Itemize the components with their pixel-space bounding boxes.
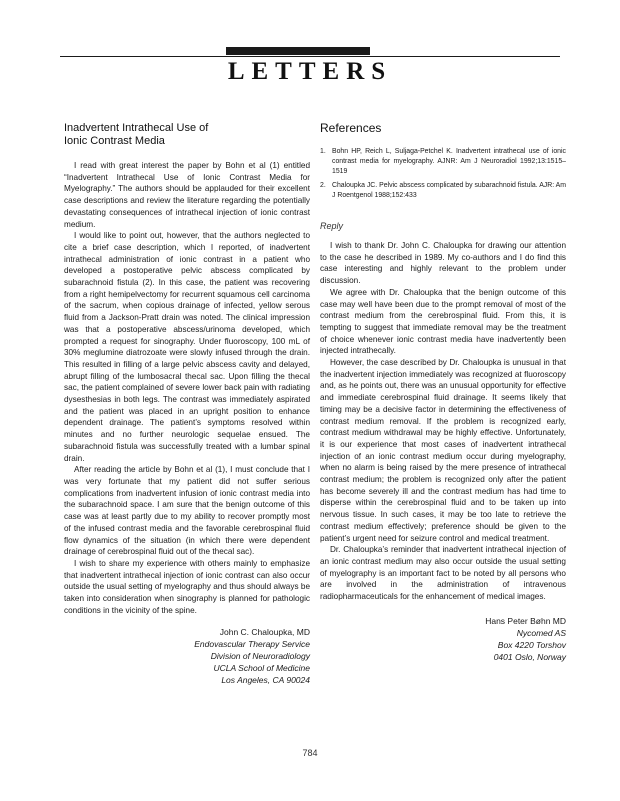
author-affiliation-line: Division of Neuroradiology [210, 651, 310, 662]
letter-column [64, 122, 310, 686]
reply-author-name: Hans Peter Bøhn MD [485, 615, 566, 626]
author-name: John C. Chaloupka, MD [219, 627, 310, 638]
reply-affiliation-line: Nycomed AS [516, 627, 566, 638]
reply-affiliation-line: 0401 Oslo, Norway [493, 651, 566, 662]
author-affiliation-line: UCLA School of Medicine [213, 663, 310, 674]
author-affiliation-line: Endovascular Therapy Service [194, 639, 310, 650]
reply-column [320, 122, 566, 663]
reference-item [320, 147, 566, 177]
section-title: LETTERS [227, 58, 393, 85]
reply-paragraph: We agree with Dr. Chaloupka that the benign outcome of this case may well have been due to the prompt removal of most of the contrast medium from the cerebrospinal fluid. From this, it is tempting to suggest that immediate removal may be the treatment of choice whenever ionic contrast media have inadvertently been injected intrathecally. [320, 287, 566, 356]
reply-paragraph: However, the case described by Dr. Chaloupka is unusual in that the inadvertent injection immediately was recognized at fluoroscopy and, as he points out, there was an unusual opportunity for effective and immediate cerebrospinal fluid drainage. It seems likely that timing may be a decisive factor in determining the effectiveness of contrast medium removal. If the problem is recognized early, contrast medium withdrawal may be highly effective. Unfortunately, it is our experience that most cases of inadvertent intrathecal injection of an ionic contrast medium occur during myelography, when no alarm is being raised by the mere presence of intrathecal contrast medium; the problem is recognized only after the patient has become severely ill and the contrast medium has had time to disperse within the cerebrospinal fluid and to be taken up into nervous tissue. In such cases, it may be too late to retrieve the contrast medium effectively; preference should be given to the patient’s urgent need for seizure control and medical treatment. [320, 358, 566, 543]
reference-text: Chaloupka JC. Pelvic abscess complicated by subarachnoid fistula. AJR: Am J Roentgenol 1988;152:433 [332, 182, 567, 199]
letter-paragraph: I would like to point out, however, that the authors neglected to cite a brief case description, which I reported, of inadvertent intrathecal administration of ionic contrast in a patient who developed a postoperative pelvic abscess complicated by subarachnoid fistula (2). In this case, the patient was recovering from a right hemipelvectomy for recurrent squamous cell carcinoma of the sacrum, when copious drainage of infected, yellow serous fluid from a Jackson-Pratt drain was noted. The clinical impression was that a postoperative abscess/urinoma developed, which prompted a request for sinography. Under fluoroscopy, 100 mL of 30% meglumine diatrozoate were slowly infused through the drain. This resulted in filling of a large pelvic abscess cavity and delayed, abrupt filling of the lumbosacral thecal sac. Upon filling the thecal sac, the patient complained of severe lower back pain with radiating dysesthesias in both legs. The contrast was immediately aspirated and the patient was placed in an upright position to enhance dependent drainage. The patient’s symptoms resolved within minutes and no further neurologic sequelae ensued. The subarachnoid fistula was successfully treated with a lumbar spinal drain. [64, 231, 310, 463]
letter-paragraph: I read with great interest the paper by Bohn et al (1) entitled “Inadvertent Intrathecal Use of Ionic Contrast Media for Myelography.” The authors should be applauded for their excellent case descriptions and review the literature regarding the potentially devastating consequences of intrathecal injection of ionic contrast medium. [64, 161, 310, 229]
header-bar [226, 47, 370, 55]
letter-paragraph: After reading the article by Bohn et al (1), I must conclude that I was very fortunate that my patient did not suffer serious complications from inadvertent infusion of ionic contrast media into the subarachnoid space. I am sure that the benign outcome of this case was at least partly due to my ability to recover promptly most of the infused contrast media and the favorable cerebrospinal fluid flow dynamics of the situation (in which there were dependent drainage of cerebrospinal fluid out of the thecal sac). [64, 465, 310, 557]
reference-text: Bohn HP, Reich L, Suljaga-Petchel K. Inadvertent intrathecal use of ionic contrast media for myelography. AJNR: Am J Neuroradiol 1992;13:1515–1519 [332, 148, 566, 175]
page-number: 784 [302, 748, 318, 758]
letter-title-line2: Ionic Contrast Media [64, 135, 165, 147]
references-heading: References [320, 121, 382, 135]
references-list [320, 147, 566, 201]
letter-title [64, 122, 310, 148]
letter-paragraph: I wish to share my experience with others mainly to emphasize that inadvertent intrathecal injection of ionic contrast can also occur outside the usual setting of myelography and thus should always be taken into consideration when sinography is planned for pathologic conditions in the vicinity of the spine. [64, 558, 310, 615]
reference-number: 1. [320, 148, 326, 155]
reply-paragraph: Dr. Chaloupka’s reminder that inadvertent intrathecal injection of an ionic contrast medium may also occur outside the usual setting of myelography is an important fact to be noted by all persons who are involved in the administration of intravenous radiopharmaceuticals for the enhancement of medical images. [320, 545, 566, 602]
reply-signature [320, 615, 566, 663]
reply-paragraph: I wish to thank Dr. John C. Chaloupka for drawing our attention to the case he described in 1989. My co-authors and I do find this case interesting and highly relevant to the problem under discussion. [320, 241, 566, 286]
letter-signature [64, 626, 310, 686]
author-affiliation-line: Los Angeles, CA 90024 [221, 675, 310, 686]
reply-label: Reply [320, 221, 344, 231]
reply-affiliation-line: Box 4220 Torshov [497, 639, 566, 650]
reference-item [320, 181, 566, 201]
letter-title-line1: Inadvertent Intrathecal Use of [64, 122, 209, 134]
reference-number: 2. [320, 182, 326, 189]
header-rule [60, 56, 560, 57]
